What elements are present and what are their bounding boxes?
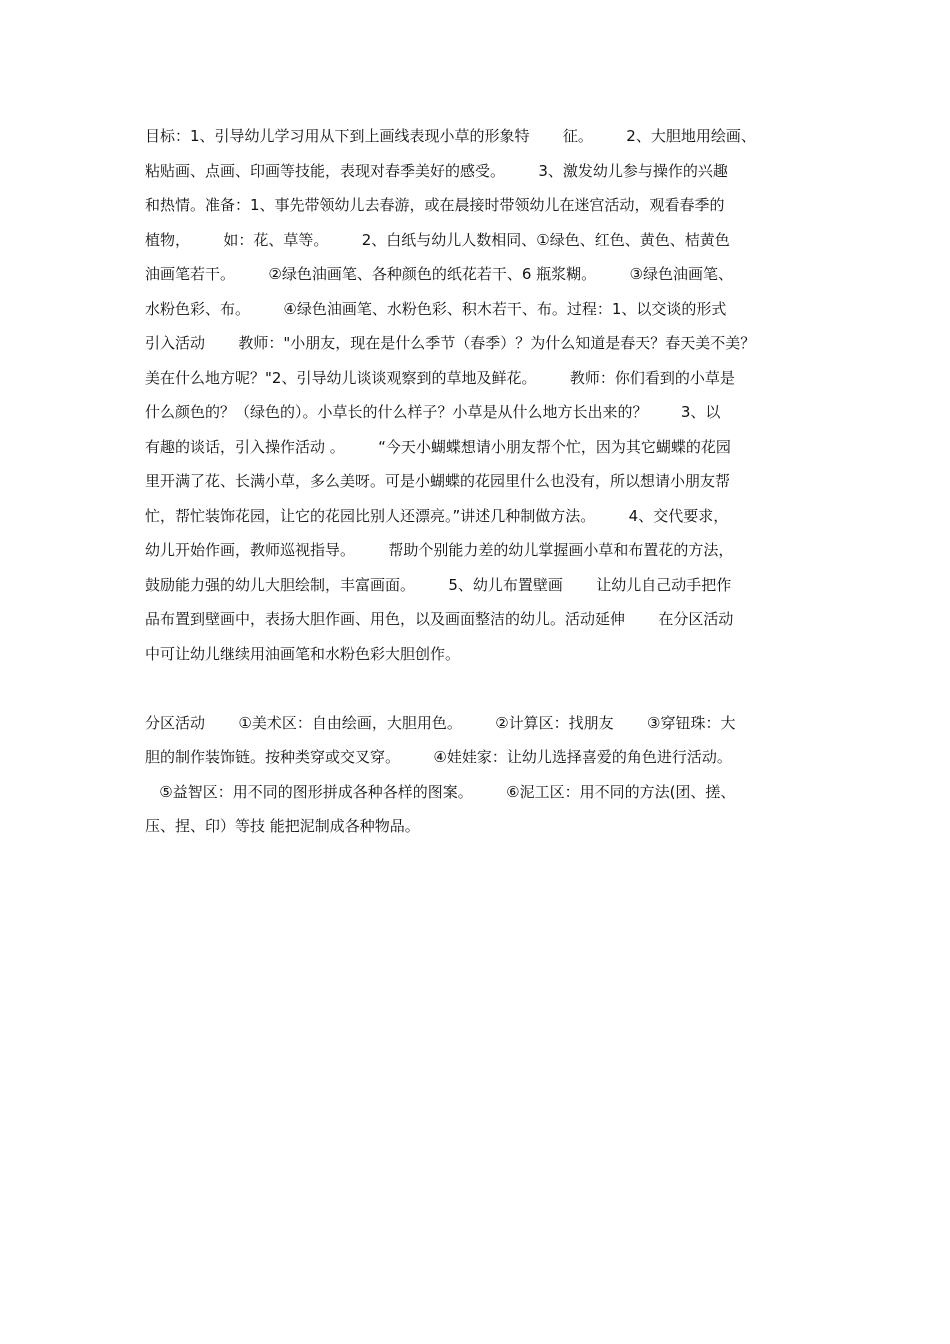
text-line: 有趣的谈话，引入操作活动 。 “今天小蝴蝶想请小朋友帮个忙，因为其它蝴蝶的花园	[145, 438, 731, 456]
text-line: 粘贴画、点画、印画等技能，表现对春季美好的感受。 3、激发幼儿参与操作的兴趣	[145, 162, 728, 180]
text-line: 美在什么地方呢？"2、引导幼儿谈谈观察到的草地及鲜花。 教师：你们看到的小草是	[145, 369, 735, 387]
text-line: 油画笔若干。 ②绿色油画笔、各种颜色的纸花若干、6 瓶浆糊。 ③绿色油画笔、	[145, 265, 733, 283]
text-line: 什么颜色的？（绿色的）。小草长的什么样子？小草是从什么地方长出来的？ 3、以	[145, 403, 721, 421]
text-line: 忙，帮忙装饰花园，让它的花园比别人还漂亮。”讲述几种制做方法。 4、交代要求，	[145, 507, 729, 525]
text-line: 中可让幼儿继续用油画笔和水粉色彩大胆创作。	[145, 645, 461, 663]
text-line: 胆的制作装饰链。按种类穿或交叉穿。 ④娃娃家：让幼儿选择喜爱的角色进行活动。	[145, 748, 732, 766]
text-line: 分区活动 ①美术区：自由绘画，大胆用色。 ②计算区：找朋友 ③穿钮珠：大	[145, 714, 736, 732]
text-line: 引入活动 教师："小朋友，现在是什么季节（春季）？为什么知道是春天？春天美不美？	[145, 334, 756, 352]
text-line: 里开满了花、长满小草，多么美呀。可是小蝴蝶的花园里什么也没有，所以想请小朋友帮	[145, 472, 731, 490]
text-line: ⑤益智区：用不同的图形拼成各种各样的图案。 ⑥泥工区：用不同的方法(团、搓、	[145, 783, 736, 801]
text-line: 和热情。准备：1、事先带领幼儿去春游，或在晨接时带领幼儿在迷宫活动，观看春季的	[145, 196, 725, 214]
text-line: 目标：1、引导幼儿学习用从下到上画线表现小草的形象特 征。 2、大胆地用绘画、	[145, 127, 756, 145]
text-line: 植物， 如：花、草等。 2、白纸与幼儿人数相同、①绿色、红色、黄色、桔黄色	[145, 231, 730, 249]
text-line: 鼓励能力强的幼儿大胆绘制，丰富画面。 5、幼儿布置壁画 让幼儿自己动手把作	[145, 576, 732, 594]
text-line: 水粉色彩、布。 ④绿色油画笔、水粉色彩、积木若干、布。过程：1、以交谈的形式	[145, 300, 727, 318]
text-line: 幼儿开始作画，教师巡视指导。 帮助个别能力差的幼儿掌握画小草和布置花的方法，	[145, 541, 734, 559]
text-line: 品布置到壁画中，表扬大胆作画、用色，以及画面整洁的幼儿。活动延伸 在分区活动	[145, 610, 734, 628]
text-line: 压、捏、印）等技 能把泥制成各种物品。	[145, 817, 420, 835]
